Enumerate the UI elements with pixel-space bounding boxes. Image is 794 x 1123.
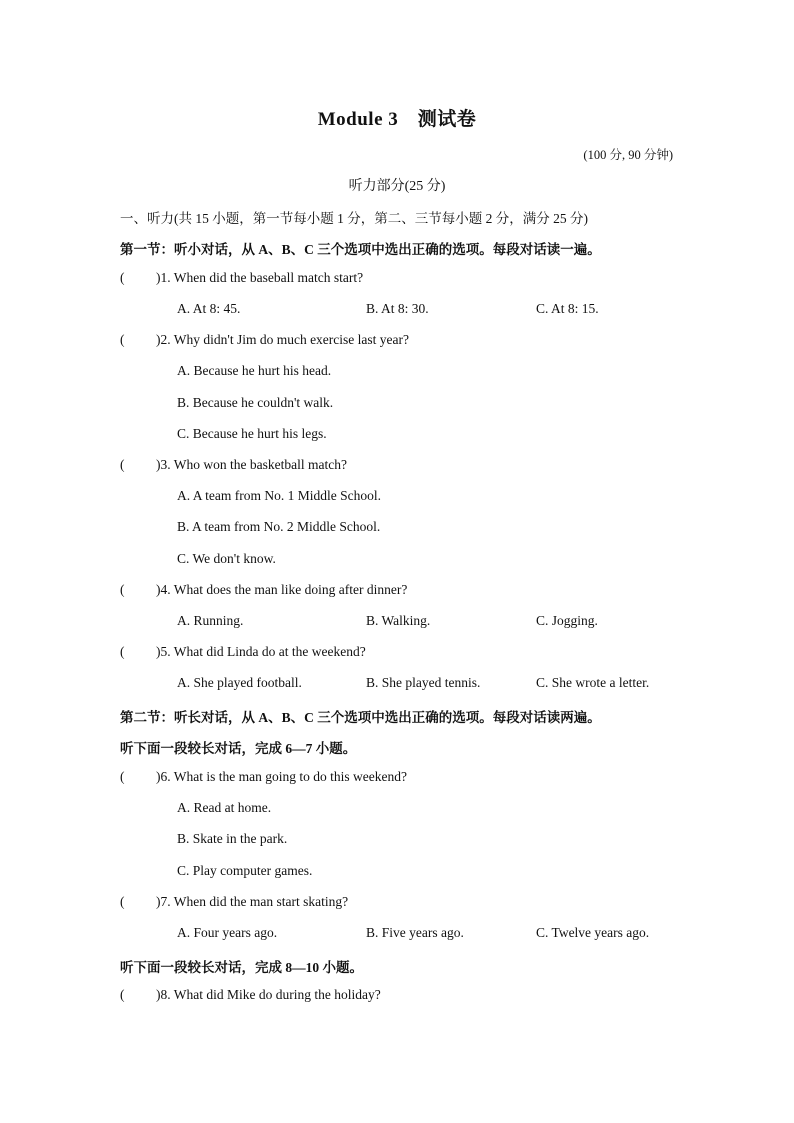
question-text: Who won the basketball match? [173,457,347,472]
question-text: When did the baseball match start? [173,270,364,285]
answer-blank: ( [120,987,125,1002]
option-b: B. A team from No. 2 Middle School. [177,519,381,534]
question-number: )8. [156,987,171,1002]
option-a: A. She played football. [177,675,302,690]
option-a: A. Running. [177,613,244,628]
question-text: What did Linda do at the weekend? [173,644,366,659]
option-c: C. Jogging. [536,613,598,628]
question-7 [120,894,348,910]
answer-blank: ( [120,457,125,472]
section-part2-heading: 第二节：听长对话，从 A、B、C 三个选项中选出正确的选项。每段对话读两遍。 [120,710,601,725]
question-text: When did the man start skating? [173,894,349,909]
question-5 [120,644,366,660]
option-b: B. Because he couldn't walk. [177,395,334,410]
option-c: C. Twelve years ago. [536,925,650,940]
option-c: C. At 8: 15. [536,301,599,316]
question-6 [120,769,407,785]
option-b: B. At 8: 30. [366,301,429,316]
question-text: What does the man like doing after dinner? [173,582,408,597]
option-b: B. Skate in the park. [177,831,288,846]
option-a: A. A team from No. 1 Middle School. [177,488,381,503]
question-number: )6. [156,769,171,784]
option-c: C. She wrote a letter. [536,675,650,690]
question-text: What did Mike do during the holiday? [173,987,381,1002]
score-note: (100 分, 90 分钟) [583,148,673,162]
question-number: )5. [156,644,171,659]
part-heading: 听力部分(25 分) [348,179,446,194]
question-4 [120,582,407,598]
option-a: A. Read at home. [177,800,272,815]
option-b: B. Walking. [366,613,431,628]
option-b: B. Five years ago. [366,925,464,940]
question-8 [120,987,381,1003]
option-b: B. She played tennis. [366,675,481,690]
instruction-8-10: 听下面一段较长对话，完成 8—10 小题。 [120,960,363,975]
question-number: )1. [156,270,171,285]
instruction-6-7: 听下面一段较长对话，完成 6—7 小题。 [120,741,357,756]
option-a: A. Four years ago. [177,925,278,940]
answer-blank: ( [120,332,125,347]
option-a: A. At 8: 45. [177,301,241,316]
option-c: C. Because he hurt his legs. [177,426,327,441]
answer-blank: ( [120,270,125,285]
option-a: A. Because he hurt his head. [177,363,332,378]
answer-blank: ( [120,582,125,597]
question-number: )7. [156,894,171,909]
section-one-heading: 一、听力(共 15 小题，第一节每小题 1 分，第二、三节每小题 2 分，满分 25 分) [120,211,588,226]
answer-blank: ( [120,769,125,784]
question-text: What is the man going to do this weekend? [173,769,407,784]
question-2 [120,332,409,348]
question-text: Why didn't Jim do much exercise last year? [173,332,410,347]
question-number: )3. [156,457,171,472]
option-c: C. We don't know. [177,551,276,566]
question-3 [120,457,347,473]
answer-blank: ( [120,644,125,659]
answer-blank: ( [120,894,125,909]
question-number: )4. [156,582,171,597]
question-number: )2. [156,332,171,347]
question-1 [120,270,363,286]
option-c: C. Play computer games. [177,863,313,878]
section-part1-heading: 第一节：听小对话，从 A、B、C 三个选项中选出正确的选项。每段对话读一遍。 [120,242,601,257]
page-title: Module 3 测试卷 [317,109,477,130]
